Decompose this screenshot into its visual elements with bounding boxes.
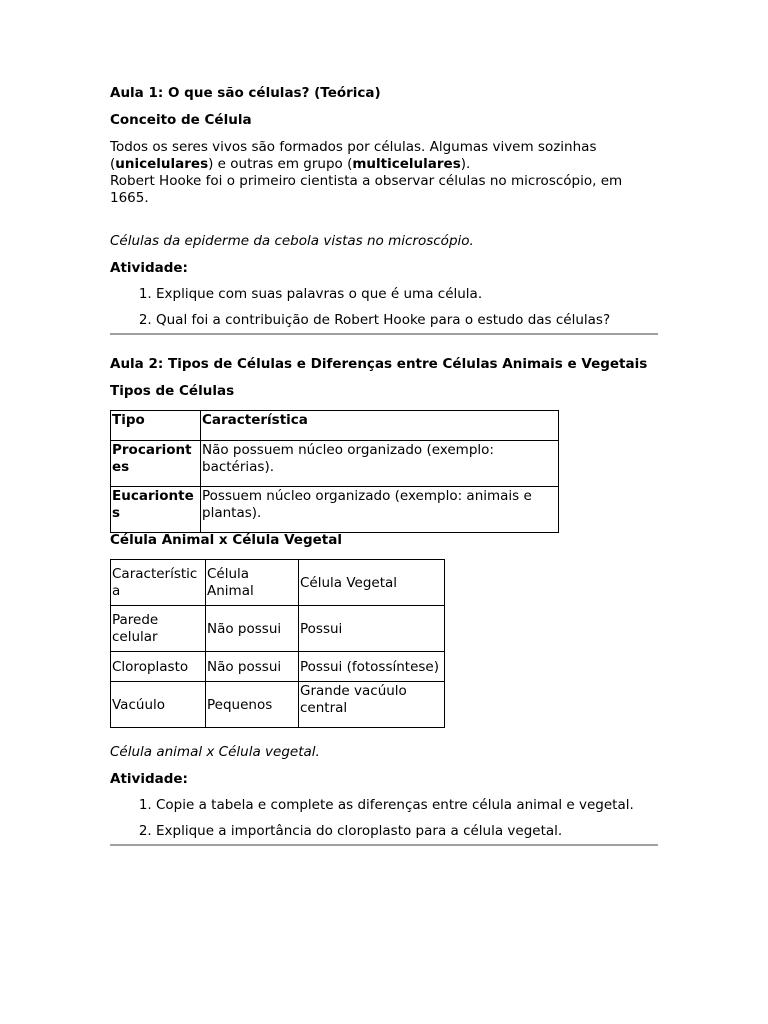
lesson1-activity-list — [110, 286, 658, 329]
compare-title: Célula Animal x Célula Vegetal — [110, 532, 342, 548]
table-row — [111, 652, 445, 682]
lesson1-activity-label: Atividade: — [110, 260, 188, 276]
lesson1-subtitle: Conceito de Célula — [110, 112, 252, 128]
table-cell: Possuem núcleo organizado (exemplo: animais e plantas). — [201, 487, 559, 533]
table-row — [111, 487, 559, 533]
lesson2-activity-list — [110, 797, 658, 840]
table-row — [111, 606, 445, 652]
lesson2-title: Aula 2: Tipos de Células e Diferenças entre Células Animais e Vegetais — [110, 356, 648, 372]
table-cell: Grande vacúulo central — [299, 682, 445, 728]
table-header-cell: Célula Animal — [206, 560, 299, 606]
table-cell: Parede celular — [111, 606, 206, 652]
lesson1-paragraph-1 — [110, 139, 658, 173]
lesson2-activity-label: Atividade: — [110, 771, 188, 787]
table-cell: Não possui — [206, 652, 299, 682]
section-divider — [110, 333, 658, 335]
cell-text: Eucariontes — [112, 488, 194, 521]
table-header-cell — [201, 411, 559, 441]
table-header-cell: Célula Vegetal — [299, 560, 445, 606]
header-text: Tipo — [112, 412, 145, 428]
lesson2-subtitle: Tipos de Células — [110, 383, 235, 399]
table-header-cell: Característica — [111, 560, 206, 606]
list-item: 2. Explique a importância do cloroplasto para a célula vegetal. — [156, 823, 658, 840]
lesson1-image-caption: Células da epiderme da cebola vistas no microscópio. — [110, 233, 474, 249]
table-cell — [111, 441, 201, 487]
table-row — [111, 441, 559, 487]
lesson2-image-caption: Célula animal x Célula vegetal. — [110, 744, 320, 760]
table-cell: Cloroplasto — [111, 652, 206, 682]
para1-bold-unicelulares: unicelulares — [115, 156, 209, 172]
table-row — [111, 411, 559, 441]
table-cell: Possui (fotossíntese) — [299, 652, 445, 682]
list-item: 1. Explique com suas palavras o que é uma célula. — [156, 286, 658, 303]
list-item: 1. Copie a tabela e complete as diferenças entre célula animal e vegetal. — [156, 797, 658, 814]
document-page — [110, 84, 658, 846]
para1-text-e: ). — [460, 156, 471, 172]
table-cell: Possui — [299, 606, 445, 652]
table-row — [111, 682, 445, 728]
lesson1-title: Aula 1: O que são células? (Teórica) — [110, 85, 381, 101]
table-cell — [111, 487, 201, 533]
para1-text-a: Todos os seres vivos são formados por células. Algumas vivem sozinhas ( — [110, 139, 597, 172]
section-divider — [110, 844, 658, 846]
animal-vs-plant-table — [110, 559, 445, 728]
list-item: 2. Qual foi a contribuição de Robert Hooke para o estudo das células? — [156, 312, 658, 329]
header-text: Característica — [202, 412, 308, 428]
table-row — [111, 560, 445, 606]
table-header-cell — [111, 411, 201, 441]
table-cell: Não possui — [206, 606, 299, 652]
table-cell: Vacúulo — [111, 682, 206, 728]
para1-bold-multicelulares: multicelulares — [352, 156, 461, 172]
cell-types-table — [110, 410, 559, 533]
para1-text-c: ) e outras em grupo ( — [208, 156, 353, 172]
table-cell: Pequenos — [206, 682, 299, 728]
lesson1-paragraph-2: Robert Hooke foi o primeiro cientista a observar células no microscópio, em 1665. — [110, 173, 623, 206]
table-cell: Não possuem núcleo organizado (exemplo: bactérias). — [201, 441, 559, 487]
cell-text: Procariontes — [112, 442, 192, 475]
